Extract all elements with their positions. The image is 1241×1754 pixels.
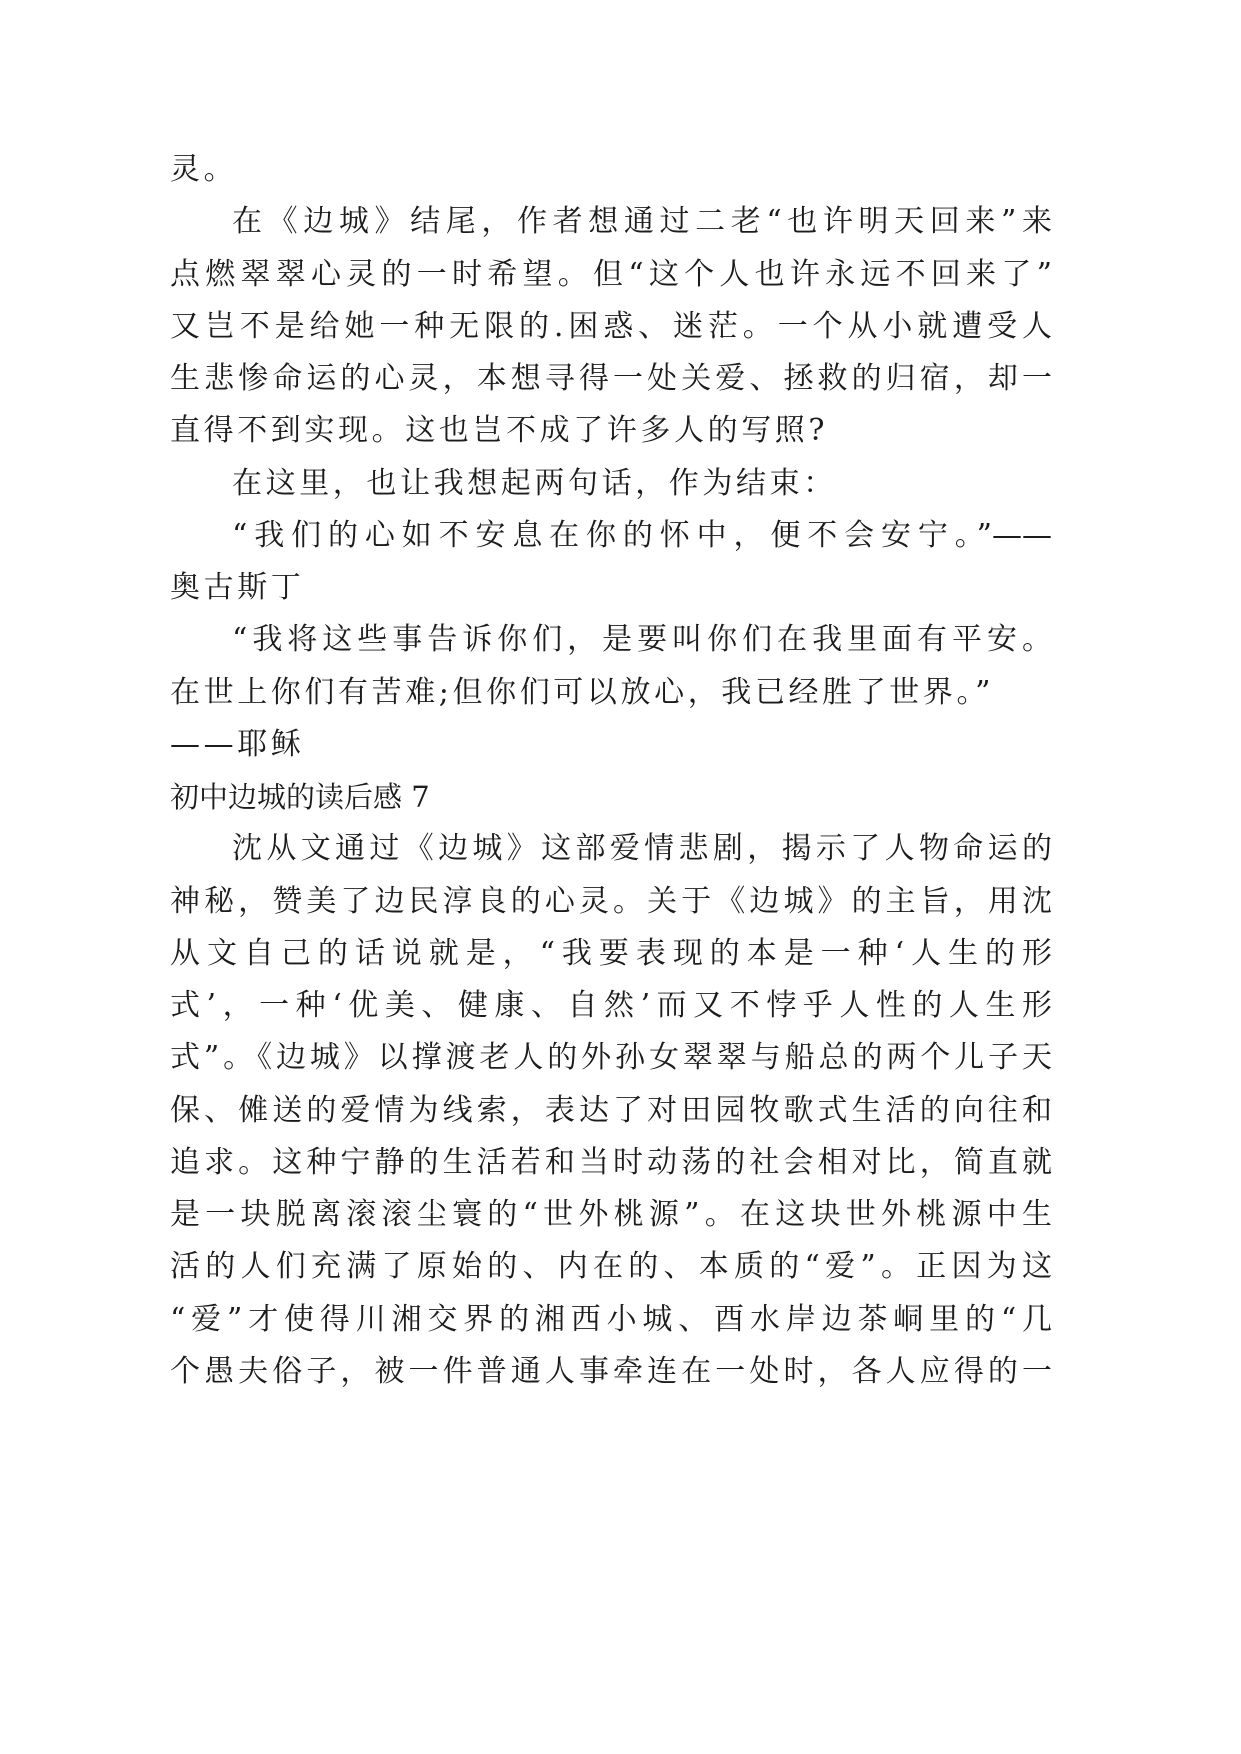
paragraph-line: 是一块脱离滚滚尘寰的“世外桃源”。在这块世外桃源中生 xyxy=(170,1197,1052,1232)
paragraph-line: 在这里，也让我想起两句话，作为结束： xyxy=(232,465,837,501)
paragraph-line: 式”。《边城》以撑渡老人的外孙女翠翠与船总的两个儿子天 xyxy=(170,1040,1052,1076)
quote-attribution: 奥古斯丁 xyxy=(170,570,305,605)
section-title: 初中边城的读后感 7 xyxy=(170,780,430,814)
paragraph-line: 从文自己的话说就是，“我要表现的本是一种‘人生的形 xyxy=(170,935,1052,971)
paragraph-line: 点燃翠翠心灵的一时希望。但“这个人也许永远不回来了” xyxy=(170,256,1052,292)
quote-line: “我将这些事告诉你们，是要叫你们在我里面有平安。 xyxy=(232,622,1052,658)
paragraph-line: 直得不到实现。这也岂不成了许多人的写照? xyxy=(170,413,829,449)
paragraph-line: 又岂不是给她一种无限的.困惑、迷茫。一个从小就遭受人 xyxy=(170,308,1052,344)
paragraph-line: 神秘，赞美了边民淳良的心灵。关于《边城》的主旨，用沈 xyxy=(170,883,1052,919)
paragraph-line: 追求。这种宁静的生活若和当时动荡的社会相对比，简直就 xyxy=(170,1144,1052,1180)
quote-attribution: ——耶稣 xyxy=(170,726,305,762)
paragraph-line: 沈从文通过《边城》这部爱情悲剧，揭示了人物命运的 xyxy=(232,831,1052,867)
paragraph-line: “爱”才使得川湘交界的湘西小城、酉水岸边茶峒里的“几 xyxy=(170,1301,1052,1337)
document-body xyxy=(170,144,1052,1398)
paragraph-line: 生悲惨命运的心灵，本想寻得一处关爱、拯救的归宿，却一 xyxy=(170,361,1052,396)
paragraph-line: 个愚夫俗子，被一件普通人事牵连在一处时，各人应得的一 xyxy=(170,1353,1052,1389)
paragraph-line: 保、傩送的爱情为线索，表达了对田园牧歌式生活的向往和 xyxy=(170,1092,1052,1128)
paragraph-line: 在《边城》结尾，作者想通过二老“也许明天回来”来 xyxy=(232,204,1052,240)
paragraph-line: 式’，一种‘优美、健康、自然’而又不悖乎人性的人生形 xyxy=(170,988,1052,1023)
paragraph-line: 活的人们充满了原始的、内在的、本质的“爱”。正因为这 xyxy=(170,1249,1052,1285)
quote-line: 在世上你们有苦难;但你们可以放心，我已经胜了世界。” xyxy=(170,674,995,710)
quote-line: “我们的心如不安息在你的怀中，便不会安宁。”—— xyxy=(232,517,1052,553)
paragraph-line: 灵。 xyxy=(170,152,238,187)
